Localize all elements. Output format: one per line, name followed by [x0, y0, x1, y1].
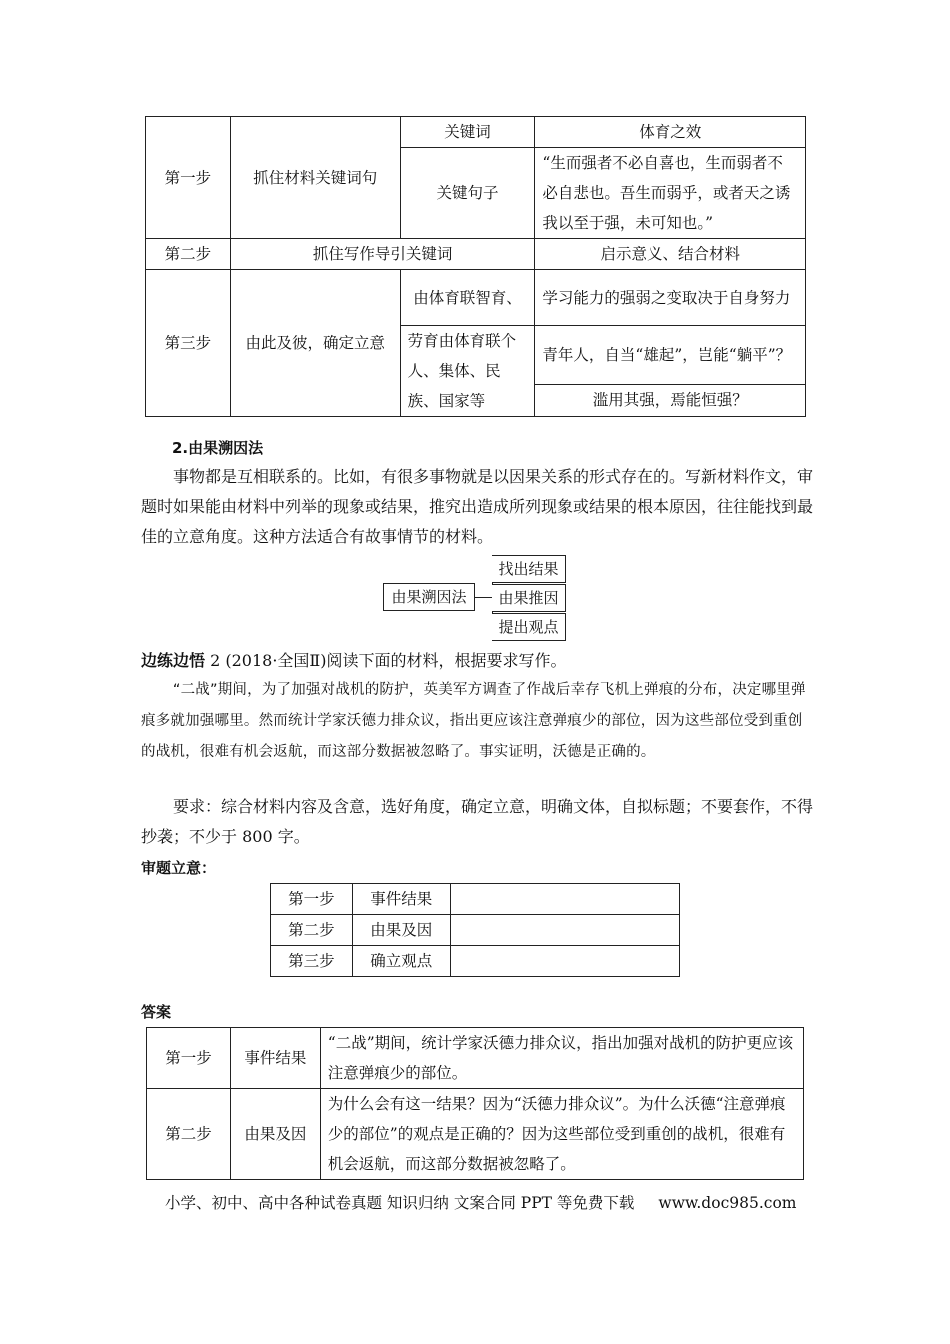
- answer-table: [146, 1027, 804, 1180]
- key-sentence-label: 关键句子: [400, 148, 535, 239]
- footer-url[interactable]: www.doc985.com: [658, 1194, 797, 1212]
- step-cell: 第三步: [146, 270, 231, 417]
- answer-step: 第一步: [147, 1028, 231, 1089]
- exercise-title-bold: 边练边悟: [141, 651, 206, 670]
- viewpoint-cell: 学习能力的强弱之变取决于自身努力: [535, 270, 806, 326]
- review-name: 由果及因: [352, 915, 450, 946]
- review-name: 确立观点: [352, 946, 450, 977]
- review-blank: [450, 884, 679, 915]
- answer-value: 为什么会有这一结果？因为“沃德力排众议”。为什么沃德“注意弹痕少的部位”的观点是正确的？因为这些部位受到重创的战机，很难有机会返航，而这部分数据被忽略了。: [320, 1089, 803, 1180]
- viewpoint-cell: 滥用其强，焉能恒强？: [535, 384, 806, 416]
- connector-line: [474, 597, 492, 598]
- answer-step: 第二步: [147, 1089, 231, 1180]
- method-cell: 抓住材料关键词句: [230, 117, 400, 239]
- section-heading: 2.由果溯因法: [172, 439, 264, 457]
- review-step: 第一步: [271, 884, 353, 915]
- diagram-branch: 找出结果: [492, 555, 566, 583]
- answer-name: 事件结果: [230, 1028, 320, 1089]
- exercise-requirement: 要求：综合材料内容及含意，选好角度，确定立意，明确文体，自拟标题；不要套作，不得抄袭；不少于 800 字。: [141, 797, 814, 846]
- method-table: [145, 116, 806, 417]
- page-footer: [165, 1191, 796, 1213]
- key-sentence-value: “生而强者不必自喜也，生而弱者不必自悲也。吾生而弱乎，或者天之诱我以至于强，未可知也。”: [535, 148, 806, 239]
- diagram-root: 由果溯因法: [383, 583, 475, 611]
- exercise-material: “二战”期间，为了加强对战机的防护，英美军方调查了作战后幸存飞机上弹痕的分布，决定哪里弹痕多就加强哪里。然而统计学家沃德力排众议，指出更应该注意弹痕少的部位，因为这些部位受到重创的战机，很难有机会返航，而这部分数据被忽略了。事实证明，沃德是正确的。: [141, 682, 806, 760]
- association-cell-a: 由体育联智育、: [400, 270, 535, 326]
- answer-name: 由果及因: [230, 1089, 320, 1180]
- keyword-value: 体育之效: [535, 117, 806, 148]
- review-name: 事件结果: [352, 884, 450, 915]
- method-cell: 由此及彼，确定立意: [230, 270, 400, 417]
- section-paragraph: 事物都是互相联系的。比如，有很多事物就是以因果关系的形式存在的。写新材料作文，审题时如果能由材料中列举的现象或结果，推究出造成所列现象或结果的根本原因，往往能找到最佳的立意角度。这种方法适合有故事情节的材料。: [141, 467, 814, 546]
- diagram-branch: 由果推因: [492, 584, 566, 612]
- review-blank: [450, 946, 679, 977]
- answer-label: 答案: [141, 1003, 172, 1021]
- exercise-title: [141, 646, 567, 676]
- viewpoint-cell: 青年人，自当“雄起”，岂能“躺平”？: [535, 326, 806, 385]
- step-cell: 第一步: [146, 117, 231, 239]
- method-cell: 抓住写作导引关键词: [230, 239, 535, 270]
- review-label: 审题立意：: [141, 859, 217, 877]
- diagram-branch: 提出观点: [492, 613, 566, 641]
- review-blank: [450, 915, 679, 946]
- keyword-label: 关键词: [400, 117, 535, 148]
- answer-value: “二战”期间，统计学家沃德力排众议，指出加强对战机的防护更应该注意弹痕少的部位。: [320, 1028, 803, 1089]
- exercise-title-rest: 2 (2018·全国Ⅱ)阅读下面的材料，根据要求写作。: [205, 651, 567, 670]
- guide-value: 启示意义、结合材料: [535, 239, 806, 270]
- footer-text: 小学、初中、高中各种试卷真题 知识归纳 文案合同 PPT 等免费下载: [165, 1194, 635, 1212]
- step-cell: 第二步: [146, 239, 231, 270]
- review-step: 第三步: [271, 946, 353, 977]
- review-step: 第二步: [271, 915, 353, 946]
- review-table: [270, 883, 680, 977]
- association-cell-b: 劳育由体育联个人、集体、民族、国家等: [400, 326, 535, 417]
